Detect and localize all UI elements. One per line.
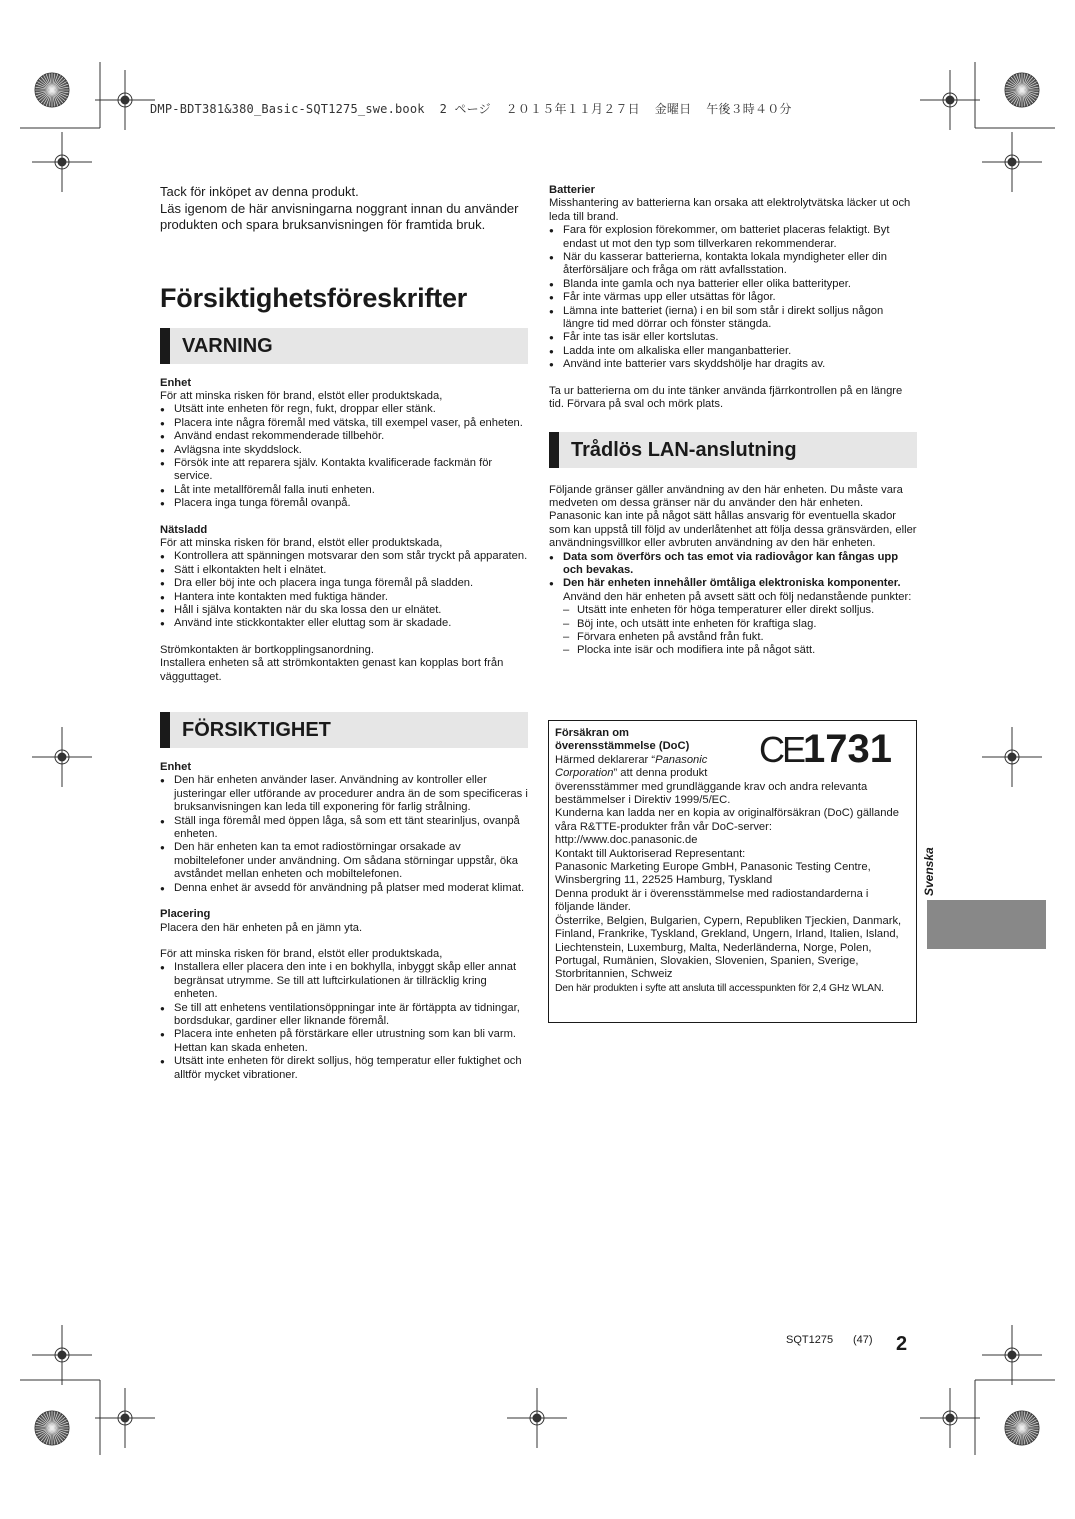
list-item: ● Försök inte att reparera själv. Kontakta kvalificerade fackmän för service. [160, 457, 528, 484]
subheading-enhet: Enhet [160, 376, 192, 389]
sunburst-mark [1005, 73, 1039, 107]
list-item: ● Sätt i elkontakten helt i elnätet. [160, 564, 528, 577]
lead-text: För att minska risken för brand, elstöt eller produktskada, [160, 536, 443, 549]
lead-text: För att minska risken för brand, elstöt eller produktskada, [160, 947, 443, 960]
lan-paragraph: Följande gränser gäller användning av den här enheten. Du måste vara medveten om dessa gränser när du använder den här enheten. [549, 483, 903, 509]
lead-text: För att minska risken för brand, elstöt eller produktskada, [160, 389, 443, 402]
intro-line: Tack för inköpet av denna produkt. [160, 184, 359, 199]
doc-paragraph: Denna produkt är i överensstämmelse med radiostandarderna i följande länder. [555, 887, 869, 914]
list-item: ● Använd inte batterier vars skyddshölje har dragits av. [549, 358, 917, 371]
list-item: – Plocka inte isär och modifiera inte på något sätt. [563, 644, 917, 657]
placement-text: Placera den här enheten på en jämn yta. [160, 921, 363, 934]
bullet-list-natsladd [160, 550, 528, 630]
doc-paragraph: överensstämmer med grundläggande krav och andra relevanta bestämmelser i Direktiv 1999/5/EC. [555, 780, 868, 807]
lan-instruction: Använd den här enheten på avsett sätt och följ nedanstående punkter: [563, 590, 912, 603]
bullet-list-lan [549, 551, 917, 591]
doc-wlan-note: Den här produkten i syfte att ansluta till accesspunkten för 2,4 GHz WLAN. [555, 982, 884, 994]
text-fragment: ” att denna produkt [613, 767, 708, 780]
subheading-natsladd: Nätsladd [160, 523, 208, 536]
footer-page-ref: (47) [853, 1334, 873, 1346]
list-item: ● Installera eller placera den inte i en bokhylla, inbyggt skåp eller annat begränsat utrymme. Se till att luftcirkulationen är tillräcklig kring enheten. [160, 961, 528, 1001]
header-weekday: 金曜日 [654, 102, 692, 116]
doc-paragraph: Panasonic Marketing Europe GmbH, Panasonic Testing Centre, Winsbergring 11, 22525 Hamburg, Tyskland [555, 861, 871, 887]
doc-country-list: Österrike, Belgien, Bulgarien, Cypern, Republiken Tjeckien, Danmark, Finland, Frankrike, Tyskland, Grekland, Ungern, Irland, Italien, Island, Liechtenstein, Luxemburg, Malta, Nederländerna, Norge, Polen, Portugal, Rumänien, Slovakien, Slovenien, Spanien, Sverige, Storbritannien, Schweiz [555, 914, 902, 981]
list-item: ● Utsätt inte enheten för regn, fukt, droppar eller stänk. [160, 403, 528, 416]
list-item: ● Den här enheten kan ta emot radiostörningar orsakade av mobiltelefoner under användning. Om sådana störningar uppstår, öka avståndet mellan enheten och mobiltelefonen. [160, 841, 528, 881]
list-item: ● Låt inte metallföremål falla inuti enheten. [160, 484, 528, 497]
doc-heading: överensstämmelse (DoC) [555, 740, 690, 753]
list-item: ● Placera inga tunga föremål ovanpå. [160, 497, 528, 510]
doc-box [548, 720, 917, 1023]
list-item: ● Placera inte enheten på förstärkare eller utrustning som kan bli varm. Hettan kan skada enheten. [160, 1028, 528, 1055]
ce-marking [759, 727, 892, 772]
lead-text: Misshantering av batterierna kan orsaka att elektrolytvätska läcker ut och leda till brand. [549, 197, 911, 223]
left-column [160, 184, 528, 1082]
list-item: ● Ladda inte om alkaliska eller manganbatterier. [549, 345, 917, 358]
header-file: DMP-BDT381&380_Basic-SQT1275_swe.book [150, 102, 425, 116]
list-item: ● Håll i själva kontakten när du ska lossa den ur elnätet. [160, 604, 528, 617]
text-fragment: Corporation [555, 767, 614, 780]
bullet-list-batterier [549, 224, 917, 371]
list-item: ● Utsätt inte enheten för direkt solljus, hög temperatur eller fuktighet och alltför mycket vibrationer. [160, 1055, 528, 1082]
list-item: – Förvara enheten på avstånd från fukt. [563, 631, 917, 644]
list-item: ● Använd inte stickkontakter eller eluttag som är skadade. [160, 617, 528, 630]
right-column [549, 184, 917, 658]
section-title: VARNING [182, 334, 273, 357]
text-fragment: Härmed deklarerar “ [555, 753, 656, 766]
section-marker [160, 712, 170, 748]
notified-body-number: 1731 [803, 727, 892, 771]
subheading-placering: Placering [160, 908, 211, 921]
list-item: ● Den här enheten innehåller ömtåliga elektroniska komponenter. [549, 577, 917, 590]
dash-list-lan [549, 604, 917, 658]
header-page-label: 2 ページ [439, 102, 491, 116]
list-item: ● Fara för explosion förekommer, om batteriet placeras felaktigt. Byt endast ut mot den typ som tillverkaren rekommenderar. [549, 224, 917, 251]
sunburst-mark [35, 73, 69, 107]
lan-paragraph: Panasonic kan inte på något sätt hållas ansvarig för eventuella skador som kan uppstå till följd av underlåtenhet att följa dessa gränsvärden, eller användningsvillkor eller avbruten användning av den här enheten. [549, 510, 917, 550]
header-time: 午後３時４０分 [706, 102, 792, 116]
subheading-batterier: Batterier [549, 184, 596, 196]
section-title: Trådlös LAN-anslutning [571, 438, 797, 461]
language-tab [927, 900, 1046, 949]
list-item: ● Placera inte några föremål med vätska, till exempel vaser, på enheten. [160, 417, 528, 430]
list-item: ● Lämna inte batteriet (ierna) i en bil som står i direkt solljus någon längre tid med dörrar och fönster stängda. [549, 305, 917, 332]
section-header-varning [160, 328, 528, 364]
print-header [150, 100, 792, 117]
language-text: Svenska [922, 847, 936, 896]
list-item: ● Data som överförs och tas emot via radiovågor kan fångas upp och bevakas. [549, 551, 917, 578]
list-item: ● Den här enheten använder laser. Användning av kontroller eller justeringar eller utförande av procedurer andra än de som specificeras i bruksanvisningen kan leda till exponering för farlig strålning. [160, 774, 528, 814]
subheading-enhet: Enhet [160, 761, 192, 774]
intro [160, 184, 528, 234]
list-item: ● Kontrollera att spänningen motsvarar den som står tryckt på apparaten. [160, 550, 528, 563]
section-marker [549, 432, 559, 468]
section-title: FÖRSIKTIGHET [182, 719, 331, 742]
footer-code: SQT1275 [786, 1334, 834, 1346]
sunburst-mark [1005, 1411, 1039, 1445]
list-item: ● Får inte tas isär eller kortslutas. [549, 331, 917, 344]
doc-paragraph: Kunderna kan ladda ner en kopia av originalförsäkran (DoC) gällande våra R&TTE-produkter från vår DoC-server: [555, 807, 899, 833]
page-title: Försiktighetsföreskrifter [160, 282, 468, 313]
text-fragment: Panasonic [655, 753, 708, 766]
sunburst-mark [35, 1411, 69, 1445]
doc-paragraph: Kontakt till Auktoriserad Representant: [555, 847, 746, 860]
list-item: ● Hantera inte kontakten med fuktiga händer. [160, 591, 528, 604]
bullet-list-placering [160, 961, 528, 1082]
language-label [920, 840, 940, 900]
list-item: ● Dra eller böj inte och placera inga tunga föremål på sladden. [160, 577, 528, 590]
section-marker [160, 328, 170, 364]
bullet-list-enhet [160, 403, 528, 510]
list-item: ● Denna enhet är avsedd för användning på platser med moderat klimat. [160, 882, 528, 895]
bullet-list-forsiktighet [160, 774, 528, 895]
power-note: Installera enheten så att strömkontakten genast kan kopplas bort från vägguttaget. [160, 657, 504, 683]
page-number: 2 [896, 1333, 908, 1355]
list-item: ● Blanda inte gamla och nya batterier eller olika batterityper. [549, 278, 917, 291]
ce-logo: CE [759, 729, 804, 770]
section-header-forsiktighet [160, 712, 528, 748]
doc-heading: Försäkran om [555, 727, 629, 739]
list-item: ● När du kasserar batterierna, kontakta lokala myndigheter eller din återförsäljare och fråga om rätt avfallsstation. [549, 251, 917, 278]
list-item: – Böj inte, och utsätt inte enheten för kraftiga slag. [563, 618, 917, 631]
battery-note: Ta ur batterierna om du inte tänker använda fjärrkontrollen på en längre tid. Förvara på sval och mörk plats. [549, 384, 903, 411]
header-date: ２０１５年１１月２７日 [505, 102, 640, 116]
section-header-lan [549, 432, 917, 468]
power-note: Strömkontakten är bortkopplingsanordning. [160, 643, 374, 656]
list-item: ● Ställ inga föremål med öppen låga, så som ett tänt stearinljus, ovanpå enheten. [160, 815, 528, 842]
list-item: ● Avlägsna inte skyddslock. [160, 444, 528, 457]
list-item: ● Får inte värmas upp eller utsättas för lågor. [549, 291, 917, 304]
list-item: ● Se till att enhetens ventilationsöppningar inte är förtäppta av tidningar, bordsdukar, gardiner eller liknande föremål. [160, 1002, 528, 1029]
intro-line: Läs igenom de här anvisningarna noggrant innan du använder produkten och spara bruksanvisningen för framtida bruk. [160, 200, 519, 232]
list-item: ● Använd endast rekommenderade tillbehör. [160, 430, 528, 443]
doc-url: http://www.doc.panasonic.de [555, 834, 698, 847]
list-item: – Utsätt inte enheten för höga temperaturer eller direkt solljus. [563, 604, 917, 617]
